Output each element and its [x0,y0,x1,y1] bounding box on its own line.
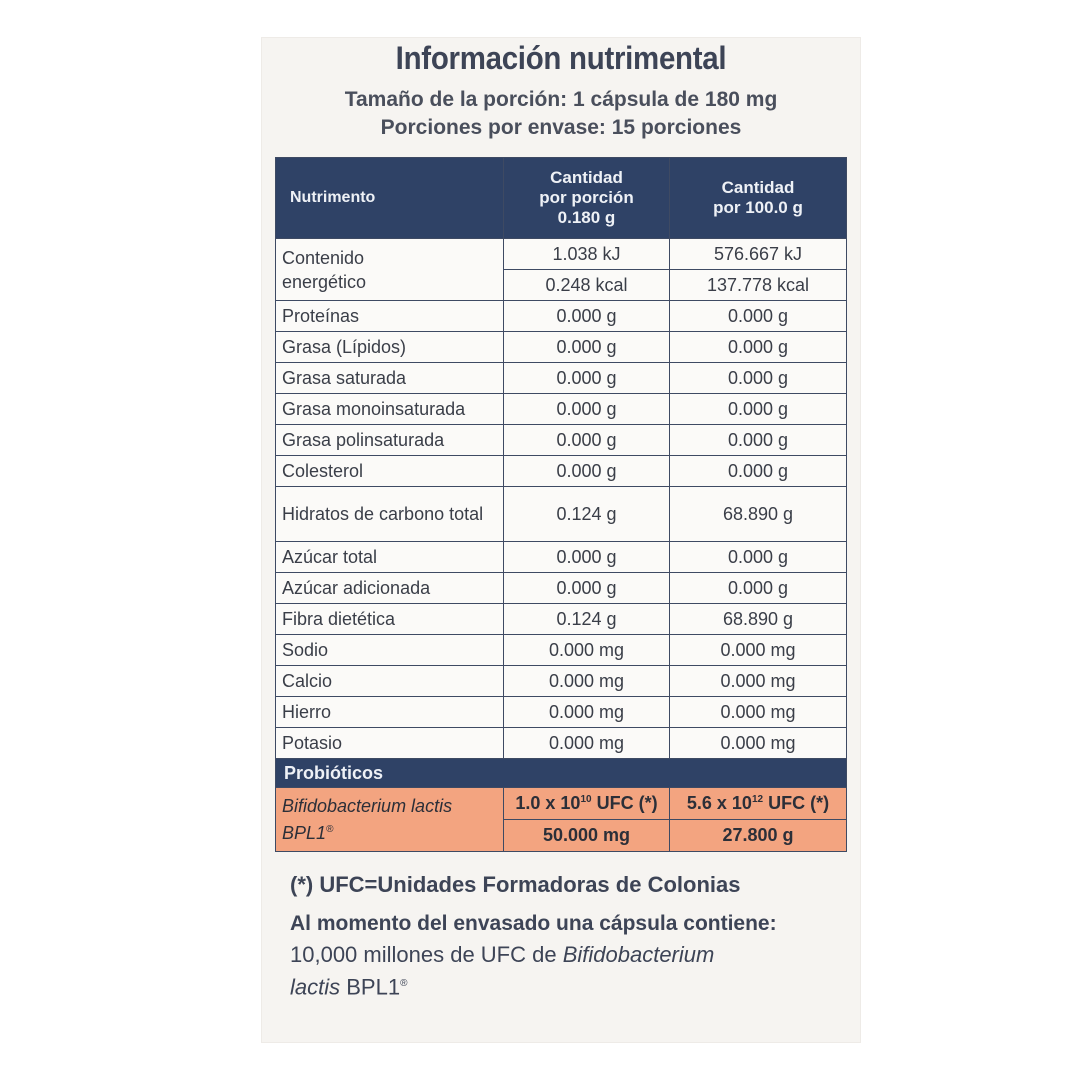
amount-per-100g: 0.000 g [670,542,847,573]
energy-kj-100: 576.667 kJ [670,239,847,270]
amount-per-serving: 0.000 mg [504,635,670,666]
amount-per-100g: 0.000 g [670,456,847,487]
page-title: Información nutrimental [395,40,727,76]
table-row [276,456,847,487]
amount-per-serving: 0.000 g [504,425,670,456]
amount-per-serving: 0.124 g [504,487,670,542]
nutrient-name: Azúcar adicionada [276,573,504,604]
probiotic-mass-serving: 50.000 mg [504,820,670,852]
energy-label: Contenido energético [276,239,504,301]
serving-size: Tamaño de la porción: 1 cápsula de 180 mg [344,88,778,111]
amount-per-serving: 0.000 mg [504,728,670,759]
nutrition-table [275,157,847,852]
table-row [276,394,847,425]
col-header-per-serving: Cantidad por porción 0.180 g [504,158,670,239]
amount-per-100g: 68.890 g [670,487,847,542]
energy-kj-serving: 1.038 kJ [504,239,670,270]
amount-per-100g: 0.000 g [670,394,847,425]
table-row [276,542,847,573]
table-row [276,666,847,697]
table-row [276,239,847,270]
amount-per-100g: 68.890 g [670,604,847,635]
amount-per-serving: 0.124 g [504,604,670,635]
probiotic-row [276,788,847,820]
nutrient-name: Sodio [276,635,504,666]
nutrient-name: Grasa polinsaturada [276,425,504,456]
table-row [276,635,847,666]
energy-kcal-serving: 0.248 kcal [504,270,670,301]
table-row [276,425,847,456]
nutrient-name: Colesterol [276,456,504,487]
amount-per-serving: 0.000 g [504,573,670,604]
amount-per-100g: 0.000 mg [670,666,847,697]
amount-per-serving: 0.000 mg [504,697,670,728]
nutrient-name: Hidratos de carbono total [276,487,504,542]
capsule-content-text: 10,000 millones de UFC de Bifidobacterium lactis BPL1® [290,942,715,1000]
amount-per-100g: 0.000 g [670,363,847,394]
amount-per-100g: 0.000 g [670,332,847,363]
amount-per-serving: 0.000 g [504,301,670,332]
amount-per-100g: 0.000 mg [670,635,847,666]
table-row [276,604,847,635]
amount-per-serving: 0.000 g [504,456,670,487]
table-row [276,332,847,363]
ufc-footnote: (*) UFC=Unidades Formadoras de Colonias [290,872,741,897]
probiotic-ufc-serving: 1.0 x $10^{10}$ UFC (*) [504,788,670,820]
amount-per-serving: 0.000 mg [504,666,670,697]
probiotic-ufc-100: 5.6 x $10^{12}$ UFC (*) [670,788,847,820]
nutrient-name: Azúcar total [276,542,504,573]
table-row [276,697,847,728]
probiotic-name: Bifidobacterium lactis BPL1® [276,788,504,852]
probiotics-section-header: Probióticos [276,759,847,788]
amount-per-serving: 0.000 g [504,394,670,425]
servings-per-container: Porciones por envase: 15 porciones [380,116,742,139]
col-header-nutrient: Nutrimento [276,158,504,239]
amount-per-100g: 0.000 g [670,301,847,332]
capsule-content-heading: Al momento del envasado una cápsula contiene: [290,912,777,935]
nutrient-name: Grasa saturada [276,363,504,394]
table-row [276,573,847,604]
nutrient-name: Potasio [276,728,504,759]
amount-per-serving: 0.000 g [504,332,670,363]
nutrient-name: Proteínas [276,301,504,332]
nutrient-name: Hierro [276,697,504,728]
energy-kcal-100: 137.778 kcal [670,270,847,301]
table-row [276,301,847,332]
amount-per-100g: 0.000 g [670,425,847,456]
nutrient-name: Fibra dietética [276,604,504,635]
nutrient-name: Grasa (Lípidos) [276,332,504,363]
table-row [276,363,847,394]
nutrient-name: Grasa monoinsaturada [276,394,504,425]
amount-per-serving: 0.000 g [504,542,670,573]
amount-per-100g: 0.000 g [670,573,847,604]
amount-per-100g: 0.000 mg [670,697,847,728]
nutrient-name: Calcio [276,666,504,697]
amount-per-serving: 0.000 g [504,363,670,394]
col-header-per-100: Cantidad por 100.0 g [670,158,847,239]
probiotic-mass-100: 27.800 g [670,820,847,852]
table-row [276,487,847,542]
table-row [276,728,847,759]
amount-per-100g: 0.000 mg [670,728,847,759]
